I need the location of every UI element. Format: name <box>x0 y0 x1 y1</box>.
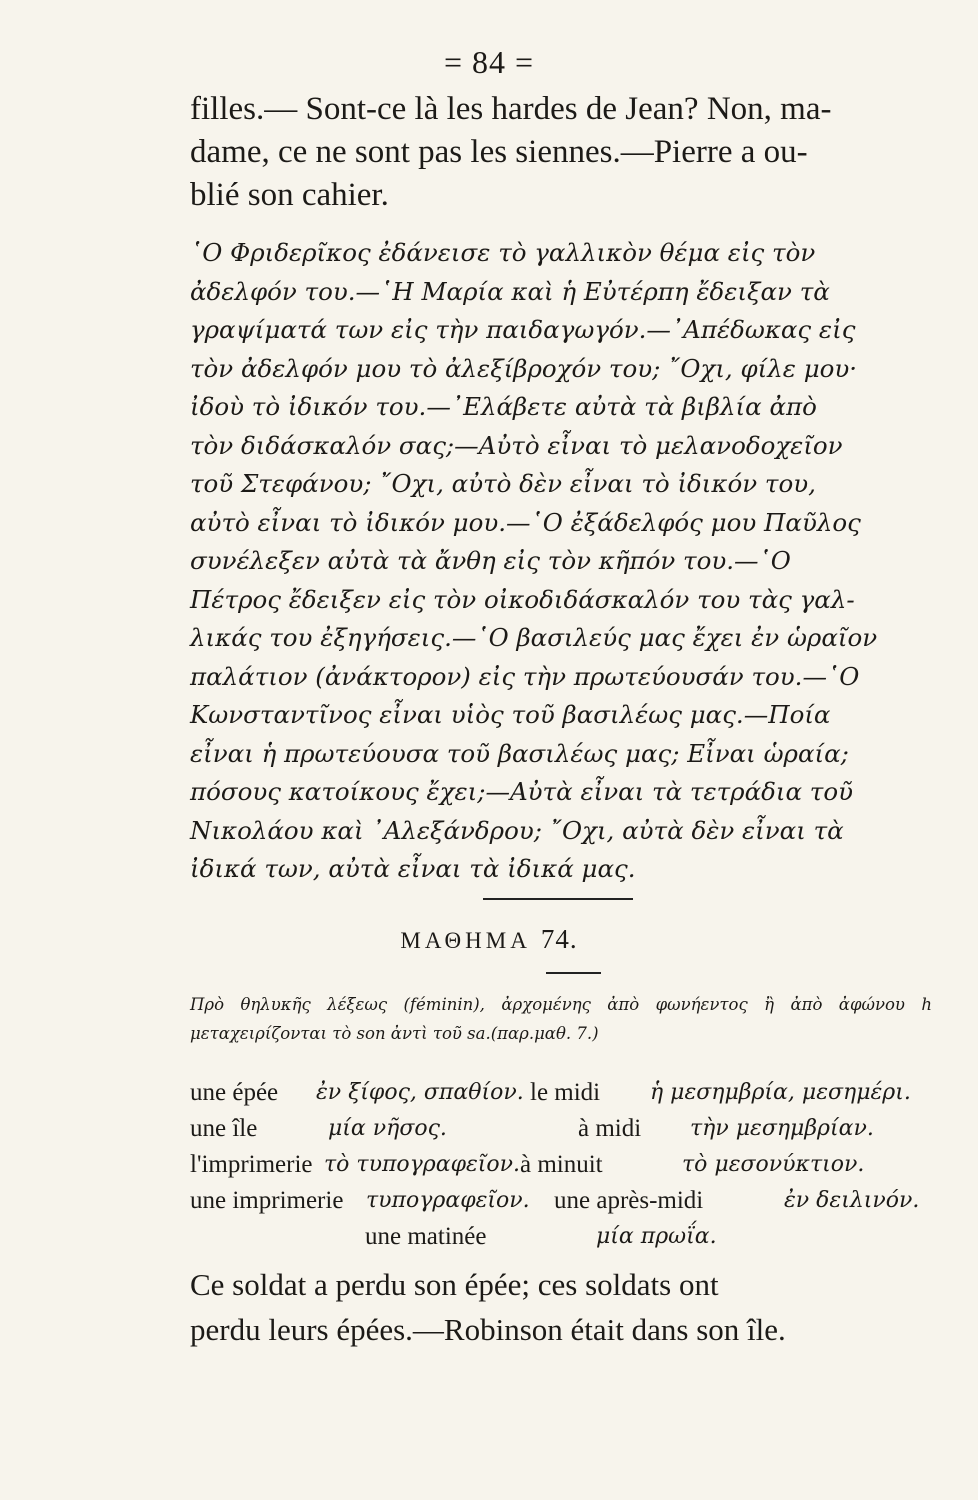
french-paragraph-bottom <box>190 1262 932 1352</box>
text-line: εἶναι ἡ πρωτεύουσα τοῦ βασιλέως μας; Εἶναι ὡραία; <box>190 738 849 768</box>
vocab-french: une matinée <box>365 1223 487 1250</box>
text-line: γραψίματά των εἰς τὴν παιδαγωγόν.—᾿Απέδωκας εἰς <box>190 315 856 344</box>
vocabulary-row <box>190 1219 932 1255</box>
vocabulary-row <box>190 1111 932 1147</box>
text-line: τὸν διδάσκαλόν σας;—Αὐτὸ εἶναι τὸ μελανοδοχεῖον <box>190 430 843 460</box>
vocabulary-row <box>190 1075 932 1111</box>
text-line: ἀδελφόν του.—῾Η Μαρία καὶ ἡ Εὐτέρπη ἔδειξαν τὰ <box>190 276 830 306</box>
text-line: Κωνσταντῖνος εἶναι υἱὸς τοῦ βασιλέως μας.—Ποία <box>190 700 831 729</box>
vocab-greek: τὴν μεσημβρίαν. <box>690 1116 874 1141</box>
text-line: τὸν ἀδελφόν μου τὸ ἀλεξίβροχόν του; ῎Οχι, φίλε μου· <box>190 353 858 383</box>
vocab-greek: ἡ μεσημβρία, μεσημέρι. <box>650 1080 911 1105</box>
french-paragraph-top <box>190 88 932 217</box>
text-line: dame, ce ne sont pas les siennes.—Pierre a ou- <box>190 134 808 170</box>
page-number: = 84 = <box>443 44 535 80</box>
text-line: παλάτιον (ἀνάκτορον) εἰς τὴν πρωτεύουσάν του.—῾Ο <box>190 661 860 691</box>
vocabulary-row <box>190 1147 932 1183</box>
greek-exercise-paragraph <box>190 234 932 889</box>
vocab-greek: τὸ τυπογραφεῖον. <box>324 1152 521 1177</box>
lesson-number: 74. <box>540 924 578 954</box>
text-line: perdu leurs épées.—Robinson était dans son île. <box>190 1312 786 1347</box>
vocab-french: une île <box>190 1115 258 1142</box>
lesson-heading <box>0 924 978 955</box>
vocab-french: à minuit <box>520 1151 603 1178</box>
vocabulary-list <box>190 1075 932 1255</box>
text-line: blié son cahier. <box>190 177 389 213</box>
text-line: Πέτρος ἔδειξεν εἰς τὸν οἰκοδιδάσκαλόν του τὰς γαλ- <box>190 584 855 614</box>
vocab-greek: τυπογραφεῖον. <box>366 1188 530 1213</box>
text-line: Ce soldat a perdu son épée; ces soldats ont <box>190 1267 719 1302</box>
text-line: ῾Ο Φριδερῖκος ἐδάνεισε τὸ γαλλικὸν θέμα εἰς τὸν <box>190 238 816 267</box>
text-line: ἰδικά των, αὐτὰ εἶναι τὰ ἰδικά μας. <box>190 854 636 883</box>
vocab-french: une imprimerie <box>190 1187 344 1214</box>
text-line: συνέλεξεν αὐτὰ τὰ ἄνθη εἰς τὸν κῆπόν του.—῾Ο <box>190 546 791 575</box>
vocab-french: une après-midi <box>554 1187 704 1214</box>
vocab-greek: μία νῆσος. <box>328 1116 447 1141</box>
vocab-greek: μία πρωΐα. <box>596 1224 717 1249</box>
vocab-french: le midi <box>530 1079 601 1106</box>
vocab-greek: ἐν δειλινόν. <box>784 1188 920 1213</box>
text-line: Νικολάου καὶ ᾿Αλεξάνδρου; ῎Οχι, αὐτὰ δὲν εἶναι τὰ <box>190 815 844 845</box>
vocabulary-row <box>190 1183 932 1219</box>
text-line: πόσους κατοίκους ἔχει;—Αὐτὰ εἶναι τὰ τετράδια τοῦ <box>190 777 854 806</box>
heading-divider <box>546 972 601 974</box>
vocab-greek: τὸ μεσονύκτιον. <box>682 1152 865 1177</box>
vocab-french: une épée <box>190 1079 279 1106</box>
vocab-french: à midi <box>578 1115 642 1142</box>
grammar-note: Πρὸ θηλυκῆς λέξεως (féminin), ἀρχομένης ἀπὸ φωνήεντος ἢ ἀπὸ ἀφώνου h μεταχειρίζονται τὸ son ἀντὶ τοῦ sa.(παρ.μαθ. 7.) <box>190 995 932 1043</box>
text-line: αὐτὸ εἶναι τὸ ἰδικόν μου.—῾Ο ἐξάδελφός μου Παῦλος <box>190 507 861 537</box>
text-line: λικάς του ἐξηγήσεις.—῾Ο βασιλεύς μας ἔχει ἐν ὡραῖον <box>190 623 878 652</box>
section-divider <box>483 898 633 900</box>
lesson-heading-word: ΜΑΘΗΜΑ <box>400 928 531 953</box>
vocab-greek: ἐν ξίφος, σπαθίον. <box>316 1080 524 1105</box>
text-line: ἰδοὺ τὸ ἰδικόν του.—᾿Ελάβετε αὐτὰ τὰ βιβλία ἀπὸ <box>190 392 817 421</box>
text-line: filles.— Sont-ce là les hardes de Jean? Non, ma- <box>190 91 832 127</box>
vocab-french: l'imprimerie <box>190 1151 313 1178</box>
text-line: τοῦ Στεφάνου; ῎Οχι, αὐτὸ δὲν εἶναι τὸ ἰδικόν του, <box>190 469 816 498</box>
